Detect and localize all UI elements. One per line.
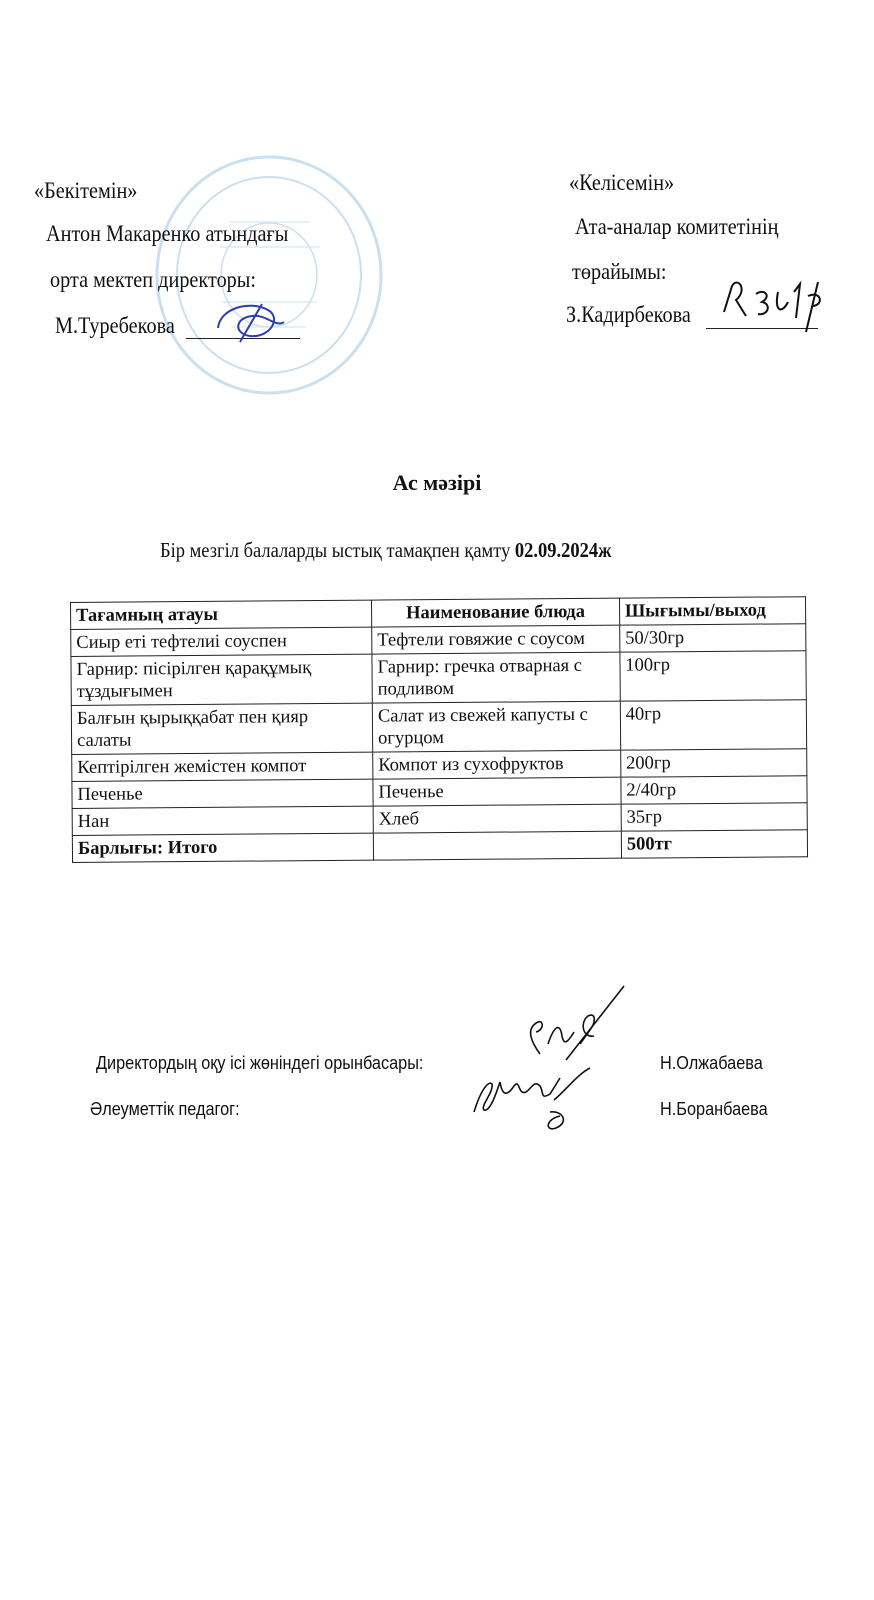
footer-role-deputy: Директордың оқу ісі жөніндегі орынбасары: — [96, 1052, 424, 1073]
cell-kazakh-name: Нан — [72, 806, 373, 835]
cell-russian-name: Тефтели говяжие с соусом — [372, 625, 620, 654]
header-portion: Шығымы/выход — [619, 597, 805, 625]
committee-chair-signature — [712, 272, 836, 336]
agree-signer: З.Кадирбекова — [566, 302, 691, 327]
agree-heading: «Келісемін» — [569, 170, 675, 195]
total-label: Барлығы: Итого — [72, 833, 373, 862]
cell-russian-name: Хлеб — [373, 804, 621, 833]
cell-russian-name: Салат из свежей капусты с огурцом — [372, 701, 620, 752]
director-signature — [210, 298, 290, 346]
agree-line-1: Ата-аналар комитетінің — [575, 214, 779, 239]
footer-role-pedagogue: Әлеуметтік педагог: — [90, 1098, 240, 1119]
cell-portion: 50/30гр — [620, 624, 806, 652]
total-value: 500тг — [621, 830, 807, 858]
approve-line-1: Антон Макаренко атындағы — [46, 221, 289, 246]
page-title: Ас мәзірі — [392, 470, 482, 495]
cell-russian-name: Печенье — [373, 777, 621, 806]
cell-kazakh-name: Гарнир: пісірілген қарақұмық тұздығымен — [71, 654, 372, 705]
table-total-row — [72, 830, 807, 863]
approve-signer: М.Туребекова — [55, 313, 175, 338]
subtitle-text: Бір мезгіл балаларды ыстық тамақпен қамту — [160, 538, 515, 562]
agree-line-2: төрайымы: — [572, 259, 667, 284]
cell-kazakh-name: Балғын қырыққабат пен қияр салаты — [71, 703, 372, 754]
table-row — [71, 651, 806, 706]
cell-portion: 200гр — [621, 749, 807, 777]
footer-name-deputy: Н.Олжабаева — [660, 1052, 763, 1073]
menu-table — [70, 596, 808, 863]
cell-portion: 2/40гр — [621, 776, 807, 804]
cell-kazakh-name: Печенье — [72, 779, 373, 808]
header-kazakh-name: Тағамның атауы — [71, 600, 372, 629]
table-row — [71, 700, 806, 755]
approve-line-2: орта мектеп директоры: — [50, 267, 257, 292]
subtitle-date: 02.09.2024ж — [514, 538, 612, 562]
total-middle — [373, 831, 621, 860]
menu-subtitle — [160, 538, 673, 563]
footer-signatures — [470, 982, 640, 1132]
cell-portion: 35гр — [621, 803, 807, 831]
cell-russian-name: Гарнир: гречка отварная с подливом — [372, 652, 620, 703]
cell-portion: 40гр — [620, 700, 807, 750]
header-russian-name: Наименование блюда — [372, 598, 620, 627]
approve-heading: «Бекітемін» — [34, 178, 138, 203]
cell-kazakh-name: Сиыр еті тефтелиі соуспен — [71, 627, 372, 656]
cell-portion: 100гр — [620, 651, 807, 701]
cell-russian-name: Компот из сухофруктов — [373, 750, 621, 779]
footer-name-pedagogue: Н.Боранбаева — [660, 1098, 768, 1119]
cell-kazakh-name: Кептірілген жемістен компот — [72, 752, 373, 781]
